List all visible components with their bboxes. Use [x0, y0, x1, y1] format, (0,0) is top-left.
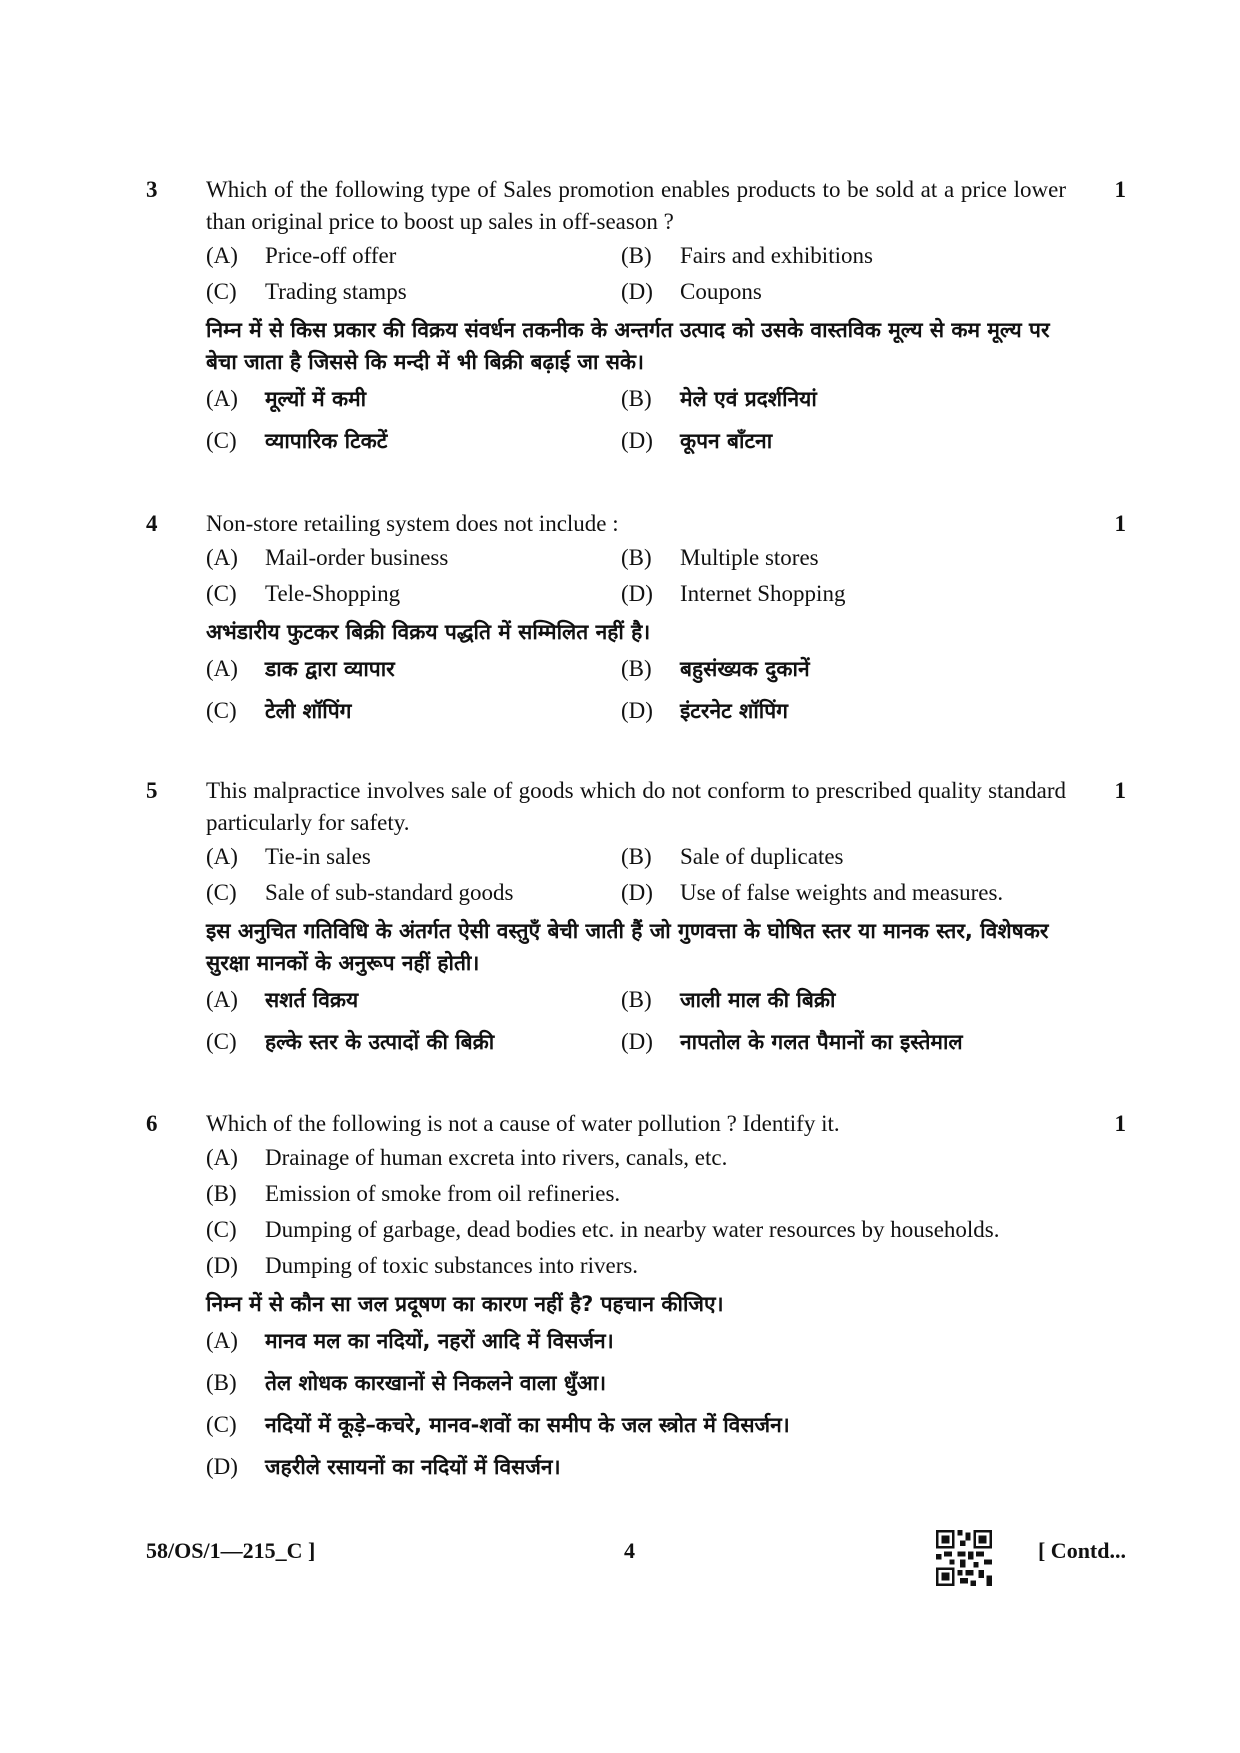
question-number: 3 [146, 177, 158, 202]
question-marks: 1 [1114, 778, 1126, 803]
option-a: (A) Tie-in sales [206, 844, 371, 869]
question-number: 6 [146, 1111, 158, 1136]
option-a-hi: (A) सशर्त विक्रय [206, 987, 359, 1012]
question-text-en: Which of the following is not a cause of water pollution ? Identify it. [206, 1111, 840, 1136]
option-a-hi: (A) डाक द्वारा व्यापार [206, 656, 395, 681]
paper-code: 58/OS/1—215_C ] [146, 1538, 316, 1563]
option-d-hi: (D) इंटरनेट शॉपिंग [621, 698, 788, 723]
question-text-hi: निम्न में से कौन सा जल प्रदूषण का कारण नहीं है? पहचान कीजिए। [206, 1292, 724, 1316]
question-number: 4 [146, 511, 158, 536]
question-text-hi: अभंडारीय फुटकर बिक्री विक्रय पद्धति में सम्मिलित नहीं है। [206, 620, 651, 644]
options-en [206, 1140, 1066, 1284]
options-hi [206, 378, 1066, 462]
question-6 [146, 1108, 1126, 1488]
continued-label: [ Contd... [1037, 1538, 1126, 1563]
option-c-hi: (C) टेली शॉपिंग [206, 698, 352, 723]
qr-code-icon [936, 1530, 992, 1586]
options-hi [206, 648, 1066, 732]
option-d-hi: (D) नापतोल के गलत पैमानों का इस्तेमाल [621, 1029, 963, 1054]
option-b-hi: (B) जाली माल की बिक्री [621, 987, 836, 1012]
question-marks: 1 [1114, 1111, 1126, 1136]
option-d: (D) Use of false weights and measures. [621, 880, 1004, 905]
question-5 [146, 775, 1126, 1063]
option-d: (D) Internet Shopping [621, 581, 846, 606]
option-d-hi: (D) जहरीले रसायनों का नदियों में विसर्जन। [206, 1454, 561, 1479]
option-c: (C) Trading stamps [206, 279, 407, 304]
question-text-hi: निम्न में से किस प्रकार की विक्रय संवर्धन तकनीक के अन्तर्गत उत्पाद को उसके वास्तविक मूल्य से कम मूल्य पर बेचा जाता है जिससे कि मन्दी में भी बिक्री बढ़ाई जा सके। [206, 318, 1050, 374]
option-c-hi: (C) नदियों में कूड़े–कचरे, मानव-शवों का समीप के जल स्त्रोत में विसर्जन। [206, 1412, 790, 1437]
question-text-en: This malpractice involves sale of goods which do not conform to prescribed quality standard particularly for safety. [206, 778, 1066, 835]
question-marks: 1 [1114, 511, 1126, 536]
question-number: 5 [146, 778, 158, 803]
option-b-hi: (B) बहुसंख्यक दुकानें [621, 656, 810, 681]
option-c-hi: (C) हल्के स्तर के उत्पादों की बिक्री [206, 1029, 495, 1054]
options-hi [206, 1320, 1066, 1488]
option-a: (A) Price-off offer [206, 243, 397, 268]
question-text-en: Which of the following type of Sales promotion enables products to be sold at a price lower than original price to boost up sales in off-season ? [206, 177, 1066, 234]
option-b: (B) Multiple stores [621, 545, 819, 570]
option-b: (B) Fairs and exhibitions [621, 243, 873, 268]
question-marks: 1 [1114, 177, 1126, 202]
page-footer [146, 1530, 1126, 1578]
option-b: (B) Sale of duplicates [621, 844, 844, 869]
option-d: (D) Coupons [621, 279, 762, 304]
options-en [206, 238, 1066, 310]
question-3 [146, 174, 1126, 462]
question-4 [146, 508, 1126, 732]
option-d: (D) Dumping of toxic substances into rivers. [206, 1253, 639, 1278]
options-en [206, 540, 1066, 612]
option-b-hi: (B) मेले एवं प्रदर्शनियां [621, 386, 817, 411]
option-b: (B) Emission of smoke from oil refineries. [206, 1181, 621, 1206]
question-text-hi: इस अनुचित गतिविधि के अंतर्गत ऐसी वस्तुएँ बेची जाती हैं जो गुणवत्ता के घोषित स्तर या मानक स्तर, विशेषकर सुरक्षा मानकों के अनुरूप नहीं होती। [206, 919, 1049, 975]
option-c: (C) Sale of sub-standard goods [206, 880, 514, 905]
option-c: (C) Tele-Shopping [206, 581, 401, 606]
page-number: 4 [624, 1538, 635, 1563]
option-a-hi: (A) मानव मल का नदियों, नहरों आदि में विसर्जन। [206, 1328, 614, 1353]
option-d-hi: (D) कूपन बाँटना [621, 428, 773, 453]
question-text-en: Non-store retailing system does not include : [206, 511, 619, 536]
option-a: (A) Drainage of human excreta into rivers, canals, etc. [206, 1145, 728, 1170]
option-b-hi: (B) तेल शोधक कारखानों से निकलने वाला धुँआ। [206, 1370, 607, 1395]
options-en [206, 839, 1066, 911]
option-a-hi: (A) मूल्यों में कमी [206, 386, 367, 411]
option-c-hi: (C) व्यापारिक टिकटें [206, 428, 388, 453]
option-a: (A) Mail-order business [206, 545, 449, 570]
option-c: (C) Dumping of garbage, dead bodies etc. in nearby water resources by households. [206, 1217, 1000, 1242]
options-hi [206, 979, 1066, 1063]
